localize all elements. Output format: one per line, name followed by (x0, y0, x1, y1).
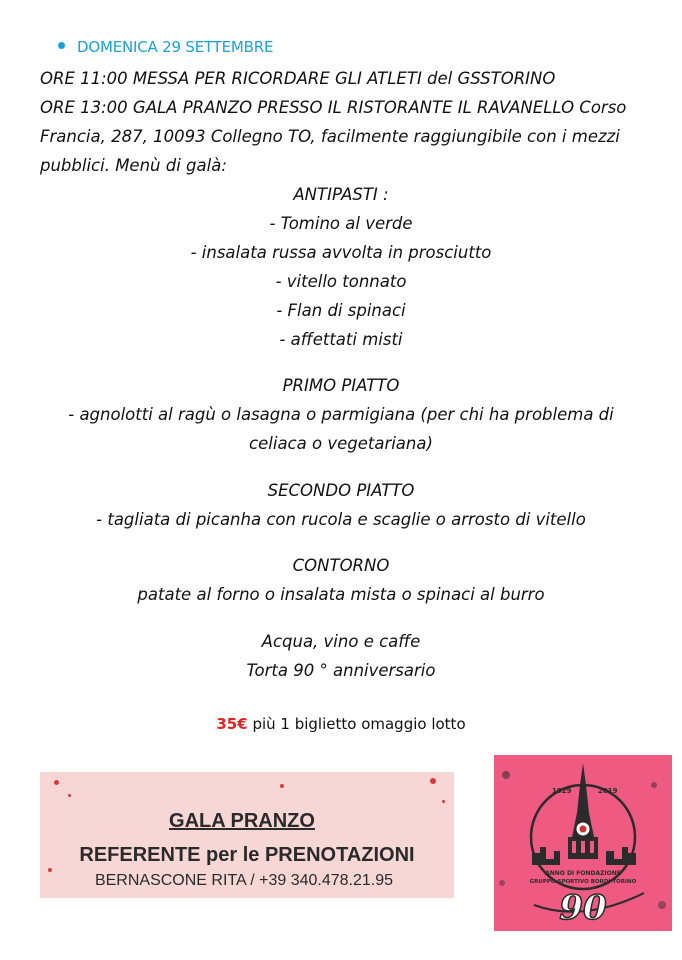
menu-item: patate al forno o insalata mista o spinaci al burro (137, 585, 545, 604)
price-amount: 35€ (216, 715, 248, 733)
menu-item: - Tomino al verde (269, 214, 413, 233)
price-line (0, 715, 682, 733)
booking-contact-box (40, 772, 454, 898)
intro-lunch-line: ORE 13:00 GALA PRANZO PRESSO IL RISTORANTE IL RAVANELLO Corso Francia, 287, 10093 Collegno TO, facilmente raggiungibile con i mezzi pubblici. Menù di galà: (40, 98, 627, 175)
bullet-icon (58, 42, 65, 49)
mole-window (590, 841, 594, 853)
menu-item: celiaca o vegetariana) (249, 434, 433, 453)
paint-splat (651, 782, 657, 788)
price-note: più 1 biglietto omaggio lotto (247, 715, 466, 733)
mole-window (581, 841, 585, 853)
menu-item: - vitello tonnato (275, 272, 407, 291)
paint-splat (68, 794, 71, 797)
menu-item: - affettati misti (279, 330, 403, 349)
logo-year-end: 2019 (598, 787, 618, 795)
mole-window (572, 841, 576, 853)
logo-club-name: GRUPPO SPORTIVO BORDI TORINO (529, 879, 637, 885)
intro-block (40, 64, 650, 180)
primo-title: PRIMO PIATTO (282, 376, 400, 395)
skyline-right (606, 847, 636, 865)
menu-item: - tagliata di picanha con rucola e scaglie o arrosto di vitello (96, 510, 586, 529)
cake-line: Torta 90 ° anniversario (246, 661, 436, 680)
skyline-left (532, 847, 560, 865)
paint-splat (430, 778, 436, 784)
logo-graphic (494, 755, 672, 931)
paint-splat (658, 901, 666, 909)
paint-splat (499, 880, 505, 886)
menu-item: - insalata russa avvolta in prosciutto (190, 243, 492, 262)
logo-anniversary-number: 90 (559, 888, 607, 928)
antipasti-title: ANTIPASTI : (293, 185, 389, 204)
date-heading (58, 38, 273, 56)
logo-founding-text: ANNO DI FONDAZIONE (545, 870, 621, 877)
paint-splat (280, 784, 284, 788)
paint-splat (442, 800, 445, 803)
contact-name-phone: BERNASCONE RITA / +39 340.478.21.95 (94, 872, 394, 889)
paint-splat (54, 780, 59, 785)
menu-extra (0, 627, 682, 685)
contorno-title: CONTORNO (292, 556, 390, 575)
anniversary-logo (494, 755, 672, 931)
logo-year-start: 1929 (552, 787, 572, 795)
menu-item: - Flan di spinaci (276, 301, 406, 320)
gala-title: GALA PRANZO (169, 810, 315, 832)
menu-primo (0, 371, 682, 458)
menu-item: - agnolotti al ragù o lasagna o parmigiana (per chi ha problema di (68, 405, 614, 424)
booking-referent-title: REFERENTE per le PRENOTAZIONI (79, 844, 415, 866)
paint-splat (502, 771, 510, 779)
intro-mass-line: ORE 11:00 MESSA PER RICORDARE GLI ATLETI del GSSTORINO (40, 69, 556, 88)
menu-secondo (0, 476, 682, 534)
date-text: DOMENICA 29 SETTEMBRE (77, 38, 274, 56)
secondo-title: SECONDO PIATTO (267, 481, 415, 500)
drinks-line: Acqua, vino e caffe (261, 632, 421, 651)
menu-antipasti (0, 180, 682, 354)
club-emblem-center (580, 826, 587, 833)
menu-contorno (0, 551, 682, 609)
